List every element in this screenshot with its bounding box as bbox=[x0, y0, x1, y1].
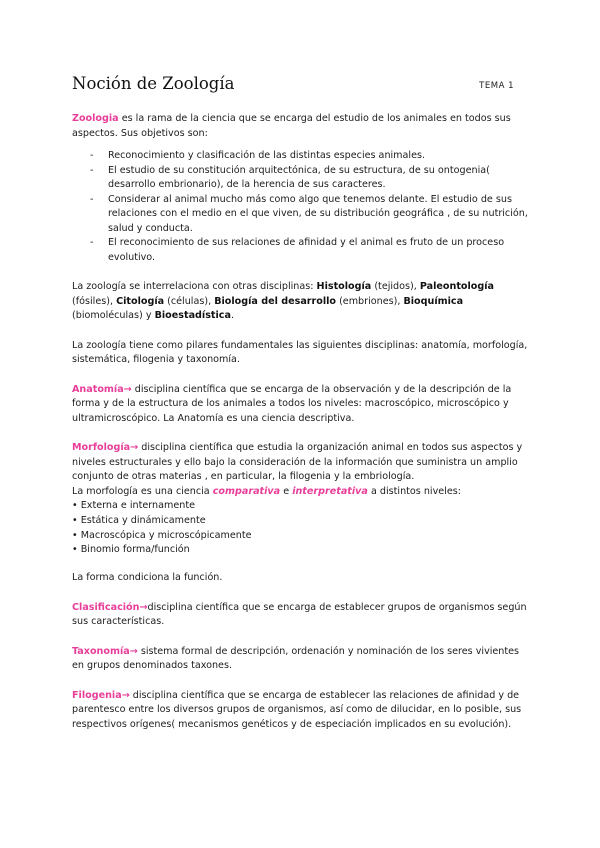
term-bioestadistica: Bioestadística bbox=[154, 310, 231, 321]
note-bioquimica: (biomoléculas) y bbox=[72, 310, 155, 321]
note-histologia: (tejidos), bbox=[371, 281, 420, 292]
note-biologia: (embriones), bbox=[336, 295, 404, 307]
morfologia-line2-prefix: La morfología es una ciencia bbox=[72, 485, 213, 497]
term-biologia-desarrollo: Biología del desarrollo bbox=[214, 295, 337, 307]
morfologia-and: e bbox=[280, 485, 293, 497]
term-paleontologia: Paleontología bbox=[419, 281, 495, 292]
list-item: - Considerar al animal mucho más como algo que tenemos delante. El estudio de sus relaciones con el medio en el que viven, de su distribución geográfica , de su nutrición, salud y conducta. bbox=[108, 193, 528, 237]
form-function-paragraph: La forma condiciona la función. bbox=[72, 572, 223, 584]
related-prefix: La zoología se interrelaciona con otras disciplinas: bbox=[72, 281, 317, 292]
taxonomia-text: sistema formal de descripción, ordenación y nominación de los seres vivientes en grupos denominados taxones. bbox=[72, 645, 520, 672]
list-item: - Reconocimiento y clasificación de las distintas especies animales. bbox=[108, 149, 528, 164]
term-filogenia: Filogenia→ bbox=[72, 689, 130, 701]
list-item: • Macroscópica y microscópicamente bbox=[72, 529, 252, 541]
term-bioquimica: Bioquímica bbox=[403, 295, 464, 307]
intro-text: es la rama de la ciencia que se encarga del estudio de los animales en todos sus aspectos. Sus objetivos son: bbox=[72, 113, 511, 139]
morfologia-line2-suffix: a distintos niveles: bbox=[367, 485, 461, 497]
note-paleontologia: (fósiles), bbox=[72, 295, 117, 307]
term-histologia: Histología bbox=[316, 281, 372, 292]
anatomia-text: disciplina científica que se encarga de la observación y de la descripción de la forma y de la estructura de los animales a todos los niveles: macroscópico, microscópico y ultramicroscópico. La Anatomía es una ciencia descriptiva. bbox=[72, 383, 512, 424]
term-zoologia: Zoologia bbox=[72, 113, 119, 124]
objectives-list bbox=[72, 149, 528, 265]
clasificacion-paragraph bbox=[72, 601, 528, 630]
pillars-paragraph: La zoología tiene como pilares fundamentales las siguientes disciplinas: anatomía, morfología, sistemática, filogenia y taxonomía. bbox=[72, 339, 528, 365]
term-interpretativa: interpretativa bbox=[292, 485, 368, 497]
page-header bbox=[72, 74, 528, 98]
page-title: Noción de Zoología bbox=[72, 74, 235, 93]
morfologia-line2 bbox=[72, 485, 528, 500]
clasificacion-text: disciplina científica que se encarga de establecer grupos de organismos según sus características. bbox=[72, 601, 527, 628]
filogenia-paragraph bbox=[72, 689, 528, 733]
levels-list bbox=[72, 499, 528, 558]
list-item: • Estática y dinámicamente bbox=[72, 514, 206, 526]
list-item: • Externa e internamente bbox=[72, 500, 195, 511]
related-disciplines-paragraph bbox=[72, 280, 528, 324]
term-anatomia: Anatomía→ bbox=[72, 383, 132, 395]
term-clasificacion: Clasificación→ bbox=[72, 601, 148, 613]
list-item: • Binomio forma/función bbox=[72, 544, 190, 556]
document-page bbox=[72, 74, 528, 732]
term-citologia: Citología bbox=[116, 295, 165, 307]
list-item: - El estudio de su constitución arquitectónica, de su estructura, de su ontogenia( desarrollo embrionario), de la herencia de sus caracteres. bbox=[108, 164, 528, 193]
anatomia-paragraph bbox=[72, 383, 528, 427]
morfologia-paragraph bbox=[72, 441, 528, 485]
note-citologia: (células), bbox=[164, 295, 215, 307]
list-item: - El reconocimiento de sus relaciones de afinidad y el animal es fruto de un proceso evolutivo. bbox=[108, 236, 528, 265]
taxonomia-paragraph bbox=[72, 645, 528, 674]
intro-paragraph bbox=[72, 112, 528, 141]
term-comparativa: comparativa bbox=[212, 485, 281, 497]
term-taxonomia: Taxonomía→ bbox=[72, 645, 138, 657]
topic-label: TEMA 1 bbox=[479, 81, 514, 91]
filogenia-text: disciplina científica que se encarga de establecer las relaciones de afinidad y de parentesco entre los diversos grupos de organismos, así como de dilucidar, en lo posible, sus respectivos orígenes( mecanismos genéticos y de especiación implicados en su evolución). bbox=[72, 689, 522, 730]
morfologia-text: disciplina científica que estudia la organización animal en todos sus aspectos y niveles estructurales y ello bajo la consideración de la información que suministra un amplio conjunto de otras materias , en particular, la filogenia y la embriología. bbox=[72, 442, 523, 482]
related-end: . bbox=[230, 310, 235, 321]
term-morfologia: Morfología→ bbox=[72, 442, 139, 453]
